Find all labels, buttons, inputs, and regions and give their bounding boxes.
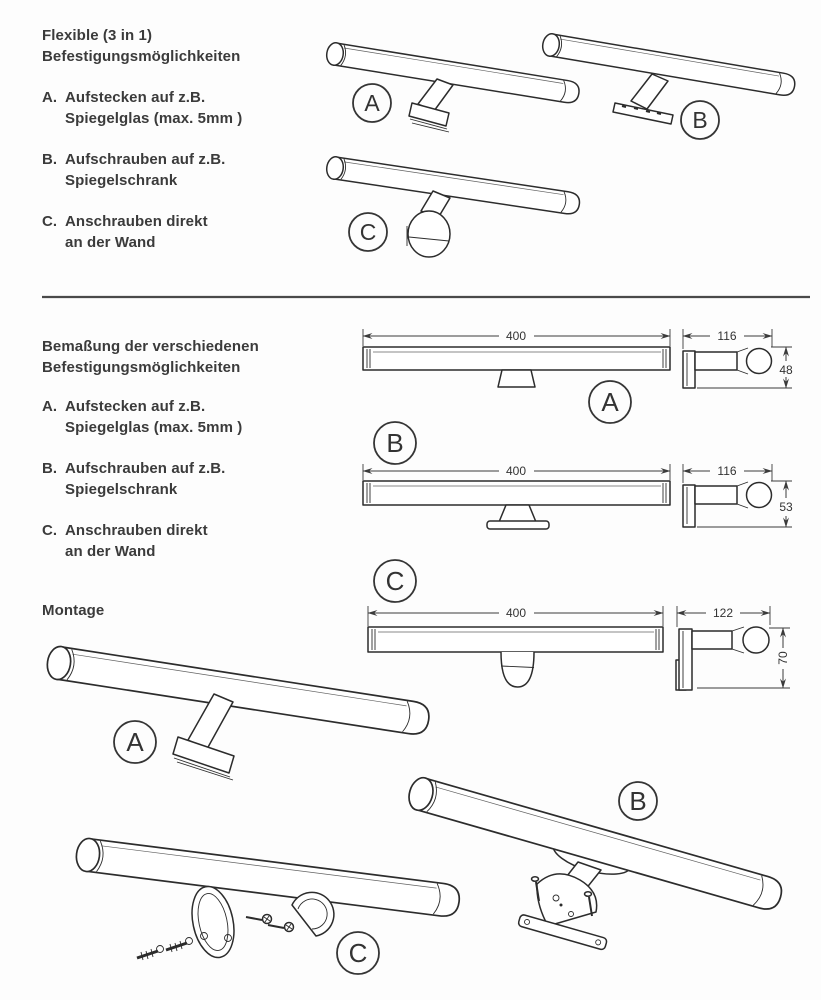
badge-letter: B [692,107,708,133]
dim-option-a [42,397,242,438]
plate-mount [613,74,673,124]
dim-drawing-a [363,329,793,423]
round-wall-cup [501,652,534,687]
badge-letter: C [385,566,405,596]
pedestal-base [487,521,549,529]
option-text [65,521,208,562]
option-letter: A. [42,89,58,106]
length-value: 400 [505,606,527,620]
option-text [65,212,208,253]
screw-bracket-exploded [518,862,608,950]
depth-value: 116 [717,329,737,343]
side-view-c [676,627,769,690]
front-view-b [363,481,670,529]
montage-drawings [45,645,785,974]
height-value: 70 [776,651,790,665]
option-line2: an der Wand [65,233,156,251]
mounting-option-b [42,150,225,191]
label-badge-c [349,213,387,251]
flexible-heading [42,26,240,67]
option-text [65,88,242,129]
option-letter: B. [42,151,58,168]
flexible-title-line1: Flexible (3 in 1) [42,27,153,44]
length-dimension-c [368,606,663,626]
montage-drawing-a [45,645,431,780]
option-line2: Spiegelglas (max. 5mm ) [65,418,243,436]
length-dimension-a [363,329,670,346]
dimension-heading [42,337,259,378]
label-badge-a [353,84,391,122]
depth-dimension-a [683,329,772,349]
length-value: 400 [505,464,527,478]
option-line2: Spiegelglas (max. 5mm ) [65,109,243,127]
length-dimension-b [363,464,670,480]
option-text [65,397,242,438]
dimension-title-line2: Befestigungsmöglichkeiten [42,358,241,376]
mounting-screws [246,915,294,932]
option-line1: Aufstecken auf z.B. [65,398,206,415]
clamp-mount [409,79,453,132]
dimension-title-line1: Bemaßung der verschiedenen [42,338,259,355]
dimension-drawings [363,329,793,690]
dim-drawing-c [368,560,790,690]
option-line2: Spiegelschrank [65,171,178,189]
light-tube [405,775,785,913]
label-badge-b [619,782,657,820]
montage-drawing-b [405,775,785,950]
side-view-b [683,482,772,527]
option-line2: an der Wand [65,542,156,560]
badge-a [589,381,631,423]
light-tube [45,645,431,737]
option-text [65,459,225,500]
option-line1: Aufschrauben auf z.B. [65,460,226,477]
front-view-c [368,627,663,687]
montage-heading [42,601,104,622]
option-line1: Aufstecken auf z.B. [65,89,206,106]
height-value: 53 [779,500,793,514]
top-drawing-c [325,156,581,257]
flexible-title-line2: Befestigungsmöglichkeiten [42,47,241,65]
mounting-option-c [42,212,208,253]
top-drawings [325,32,796,257]
top-drawing-b [541,32,796,139]
badge-letter: C [348,938,368,968]
badge-letter: A [126,727,144,757]
height-value: 48 [779,363,793,377]
option-letter: B. [42,460,58,477]
dim-drawing-b [363,422,793,529]
badge-letter: B [386,428,404,458]
depth-value: 122 [712,606,734,620]
light-tube [541,32,796,97]
badge-letter: B [629,786,647,816]
badge-letter: A [364,90,380,116]
option-letter: C. [42,522,58,539]
dim-option-b [42,459,225,500]
label-badge-c [337,932,379,974]
option-letter: A. [42,398,58,415]
wall-cup-mount [407,191,450,257]
front-view-a [363,347,670,387]
length-value: 400 [505,329,527,343]
option-line1: Anschrauben direkt [65,213,208,230]
depth-dimension-c [677,606,770,627]
clamp-mount-exploded [173,694,234,780]
badge-letter: C [359,219,377,245]
top-drawing-a [325,42,581,132]
dim-option-c [42,521,208,562]
wall-flange-exploded [186,883,334,962]
option-line2: Spiegelschrank [65,480,178,498]
mounting-option-a [42,88,242,129]
montage-title: Montage [42,602,105,619]
option-line1: Anschrauben direkt [65,522,208,539]
depth-value: 116 [717,464,737,478]
light-tube [325,156,581,216]
pedestal [499,505,536,522]
option-line1: Aufschrauben auf z.B. [65,151,226,168]
badge-letter: A [601,387,619,417]
light-tube [75,837,462,918]
badge-c [374,560,416,602]
wall-anchors [137,938,193,961]
clamp-foot [498,370,535,387]
option-letter: C. [42,213,58,230]
label-badge-b [681,101,719,139]
option-text [65,150,225,191]
side-view-a [683,348,772,388]
badge-b [374,422,416,464]
montage-drawing-c [75,837,462,974]
label-badge-a [114,721,156,763]
depth-dimension-b [683,464,772,483]
